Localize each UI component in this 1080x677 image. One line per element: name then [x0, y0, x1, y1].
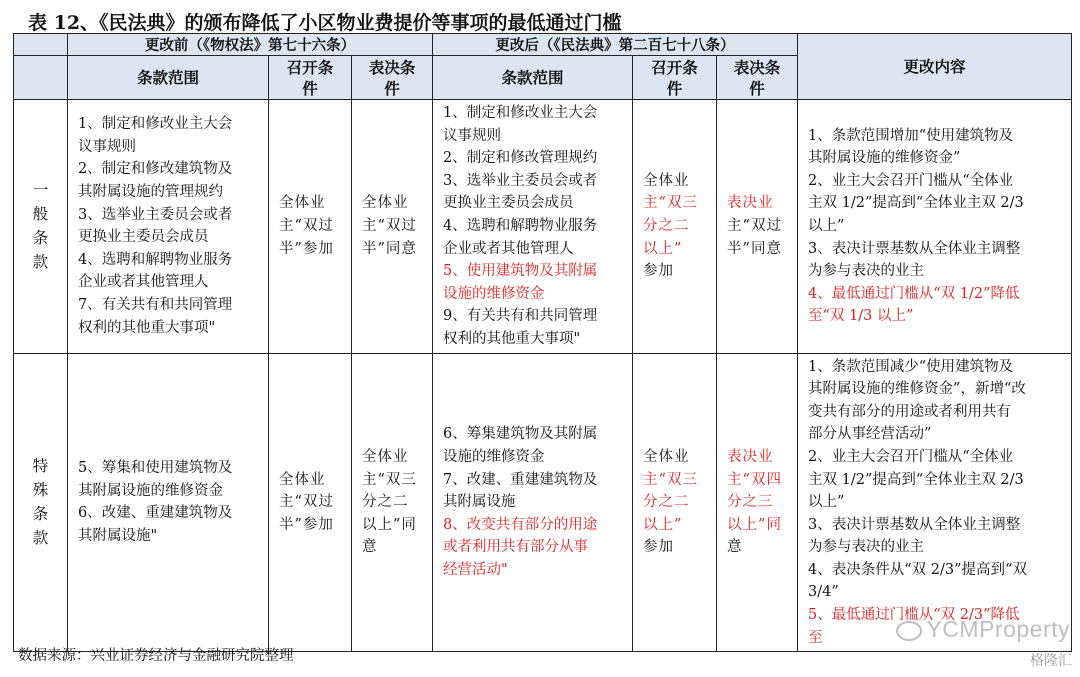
cell-line: 1、条款范围增加“使用建筑物及 [808, 127, 1014, 144]
cell-line: 全体业 [279, 195, 326, 212]
cell-line: 9、有关共有和共同管理 [443, 308, 598, 325]
cell-line: 意 [727, 539, 743, 556]
cell-line: 以上” [808, 217, 845, 234]
cell-line: 半”参加 [279, 240, 334, 257]
cell-line: 4、最低通过门槛从“双 1/2”降低 [808, 285, 1020, 302]
cell-line: 全体业 [362, 448, 409, 465]
cell-line: 7、改建、重建建筑物及 [443, 471, 598, 488]
header-before: 更改前（《物权法》第七十六条） [68, 34, 433, 56]
cell-line: 主双 1/2”提高到“全体业主双 2/3 [808, 471, 1024, 488]
header-after: 更改后（《民法典》第二百七十八条） [433, 34, 798, 56]
row-general [14, 100, 1072, 354]
cell-line: 一 [32, 181, 49, 200]
after-scope-cell [433, 353, 633, 652]
cell-line: 其附属设施" [78, 527, 158, 544]
cell-line: 1、条款范围减少“使用建筑物及 [808, 358, 1014, 375]
cell-line: 2、制定和修改建筑物及 [78, 161, 233, 178]
cell-line: 分之三 [727, 494, 774, 511]
cell-line: 意 [362, 539, 378, 556]
cell-line: 2、制定和修改管理规约 [443, 150, 598, 167]
cell-line: 3、表决计票基数从全体业主调整 [808, 516, 1021, 533]
header-line: 件 [749, 78, 765, 98]
cell-line: 6、筹集建筑物及其附属 [443, 426, 598, 443]
cell-line: 变共有部分的用途或者利用共有 [808, 403, 1012, 420]
cell-line: 主“双三 [362, 471, 417, 488]
header-line: 表决条 [733, 57, 781, 77]
cell-line: 为参与表决的业主 [808, 263, 925, 280]
cell-line: 5、最低通过门槛从“双 2/3”降低 [808, 607, 1020, 624]
cell-line: 其附属设施的维修资金 [78, 482, 223, 499]
cell-line: 设施的维修资金 [443, 285, 545, 302]
after-vote-cell [717, 353, 798, 652]
after-convene-cell [633, 100, 717, 354]
cell-line: 分之二 [362, 494, 409, 511]
cell-line: 主“双过 [279, 494, 334, 511]
cell-line: 表决业 [727, 195, 774, 212]
header-line: 件 [302, 78, 318, 98]
cell-line: 3、选举业主委员会或者 [78, 206, 233, 223]
header-after-scope: 条款范围 [433, 56, 633, 100]
cell-line: 半”同意 [727, 240, 782, 257]
cell-line: 8、改变共有部分的用途 [443, 516, 598, 533]
cell-line: 设施的维修资金 [443, 448, 545, 465]
cell-line: 议事规则 [78, 138, 136, 155]
cell-line: 至“双 1/3 以上” [808, 308, 914, 325]
cell-line: 6、改建、重建建筑物及 [78, 505, 233, 522]
cell-line: 7、有关共有和共同管理 [78, 297, 233, 314]
cell-line: 全体业 [643, 172, 690, 189]
cell-line: 主“双过 [362, 217, 417, 234]
cell-line: 主“双过 [279, 217, 334, 234]
before-scope-cell [68, 353, 269, 652]
header-line: 召开条 [651, 57, 698, 77]
header-before-scope: 条款范围 [68, 56, 269, 100]
cell-line: 4、表决条件从“双 2/3”提高到“双 [808, 561, 1027, 578]
wechat-icon [896, 621, 922, 641]
cell-line: 分之二 [643, 217, 690, 234]
cell-line: 议事规则 [443, 127, 502, 144]
watermark-2: 格隆汇 [1030, 652, 1072, 668]
cell-line: 4、选聘和解聘物业服务 [78, 251, 233, 268]
cell-line: 经营活动" [443, 561, 508, 578]
cell-line: 半”参加 [279, 516, 334, 533]
changes-cell [798, 100, 1072, 354]
cell-line: 殊 [32, 481, 49, 500]
header-row-1 [14, 34, 1072, 56]
cell-line: 权利的其他重大事项" [443, 330, 581, 347]
cell-line: 以上” [643, 240, 683, 257]
after-convene-cell [633, 353, 717, 652]
cell-line: 般 [32, 205, 49, 224]
cell-line: 其附属设施的维修资金”，新增“改 [808, 381, 1026, 398]
cell-line: 企业或者其他管理人 [78, 274, 209, 291]
cell-line: 其附属设施 [443, 494, 516, 511]
header-line: 表决条 [368, 57, 416, 77]
watermark [896, 616, 1070, 643]
cell-line: 权利的其他重大事项" [78, 319, 216, 336]
changes-cell [798, 353, 1072, 652]
header-before-convene [269, 56, 352, 100]
cell-line: 分之二 [643, 494, 690, 511]
category-cell [14, 353, 68, 652]
header-after-vote [717, 56, 798, 100]
source-note: 数据来源：兴业证券经济与金融研究院整理 [18, 648, 294, 664]
cell-line: 5、筹集和使用建筑物及 [78, 460, 233, 477]
cell-line: 3、选举业主委员会或者 [443, 172, 598, 189]
cell-line: 条 [32, 229, 49, 248]
cell-line: 3、表决计票基数从全体业主调整 [808, 240, 1021, 257]
row-special [14, 353, 1072, 652]
cell-line: 全体业 [279, 471, 326, 488]
header-before-vote [352, 56, 433, 100]
cell-line: 企业或者其他管理人 [443, 240, 574, 257]
cell-line: 主“双三 [643, 471, 698, 488]
cell-line: 半”同意 [362, 240, 417, 257]
after-scope-cell [433, 100, 633, 354]
after-vote-cell [717, 100, 798, 354]
category-cell [14, 100, 68, 354]
cell-line: 全体业 [362, 195, 409, 212]
header-change: 更改内容 [798, 34, 1072, 100]
before-vote-cell [352, 353, 433, 652]
before-vote-cell [352, 100, 433, 354]
cell-line: 特 [32, 457, 49, 476]
header-corner-2 [14, 56, 68, 100]
cell-line: 或者利用共有部分从事 [443, 539, 589, 556]
header-line: 件 [384, 78, 400, 98]
cell-line: 主“双三 [643, 195, 698, 212]
cell-line: 主“双过 [727, 217, 782, 234]
table-title: 表 12、《民法典》的颁布降低了小区物业费提价等事项的最低通过门槛 [28, 12, 622, 34]
cell-line: 3/4” [808, 584, 839, 601]
cell-line: 更换业主委员会成员 [443, 195, 574, 212]
before-convene-cell [269, 353, 352, 652]
cell-line: 条 [32, 505, 49, 524]
cell-line: 2、业主大会召开门槛从“全体业 [808, 172, 1014, 189]
cell-line: 1、制定和修改业主大会 [443, 105, 598, 121]
watermark-text: YCMProperty [926, 616, 1070, 642]
cell-line: 以上”同 [362, 516, 417, 533]
cell-line: 2、业主大会召开门槛从“全体业 [808, 448, 1014, 465]
cell-line: 4、选聘和解聘物业服务 [443, 217, 598, 234]
header-corner [14, 34, 68, 56]
cell-line: 以上”同 [727, 516, 782, 533]
header-line: 件 [666, 78, 683, 98]
before-convene-cell [269, 100, 352, 354]
cell-line: 部分从事经营活动” [808, 426, 932, 443]
cell-line: 至 [808, 629, 823, 646]
cell-line: 款 [32, 253, 49, 272]
cell-line: 参加 [643, 263, 675, 280]
cell-line: 表决业 [727, 448, 774, 465]
cell-line: 其附属设施的维修资金” [808, 150, 961, 167]
header-line: 召开条 [286, 57, 334, 77]
cell-line: 以上” [808, 494, 845, 511]
cell-line: 参加 [643, 539, 675, 556]
before-scope-cell [68, 100, 269, 354]
cell-line: 款 [32, 529, 49, 548]
cell-line: 主双 1/2”提高到“全体业主双 2/3 [808, 195, 1024, 212]
cell-line: 以上” [643, 516, 683, 533]
cell-line: 其附属设施的管理规约 [78, 184, 223, 201]
cell-line: 1、制定和修改业主大会 [78, 116, 233, 133]
cell-line: 5、使用建筑物及其附属 [443, 263, 598, 280]
cell-line: 为参与表决的业主 [808, 539, 925, 556]
cell-line: 更换业主委员会成员 [78, 229, 209, 246]
cell-line: 主“双四 [727, 471, 782, 488]
cell-line: 全体业 [643, 448, 690, 465]
comparison-table [13, 33, 1072, 652]
header-after-convene [633, 56, 717, 100]
